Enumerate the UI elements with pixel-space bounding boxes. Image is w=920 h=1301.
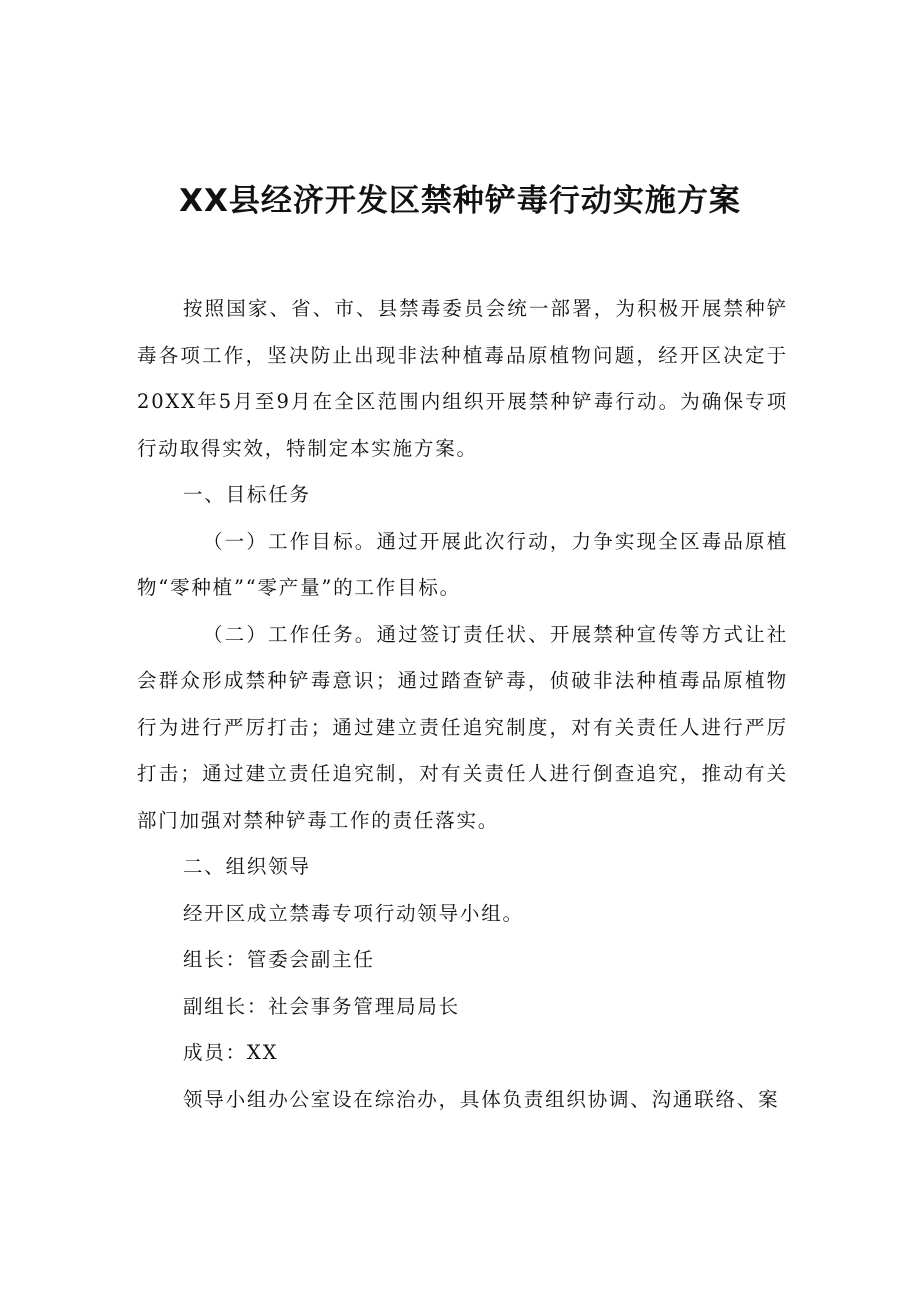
intro-paragraph: 按照国家、省、市、县禁毒委员会统一部署，为积极开展禁种铲毒各项工作，坚决防止出现非法种植毒品原植物问题，经开区决定于20XX年5月至9月在全区范围内组织开展禁种铲毒行动。为确保专项行动取得实效，特制定本实施方案。 <box>137 297 788 460</box>
group-leader-line: 组长：管委会副主任 <box>183 948 375 971</box>
section-heading-leadership: 二、组织领导 <box>183 855 311 878</box>
leadership-group-paragraph: 经开区成立禁毒专项行动领导小组。 <box>183 901 524 925</box>
subsection-work-tasks: （二）工作任务。通过签订责任状、开展禁种宣传等方式让社会群众形成禁种铲毒意识；通过踏查铲毒，侦破非法种植毒品原植物行为进行严厉打击；通过建立责任追究制度，对有关责任人进行严厉打击；通过建立责任追究制，对有关责任人进行倒查追究，推动有关部门加强对禁种铲毒工作的责任落实。 <box>137 622 788 832</box>
subsection-work-goal: （一）工作目标。通过开展此次行动，力争实现全区毒品原植物“零种植”“零产量”的工作目标。 <box>137 529 788 599</box>
deputy-leader-line: 副组长：社会事务管理局局长 <box>183 994 460 1018</box>
section-heading-goals: 一、目标任务 <box>183 483 311 506</box>
members-line: 成员：XX <box>183 1041 279 1064</box>
document-body <box>137 286 788 1123</box>
document-title: XX县经济开发区禁种铲毒行动实施方案 <box>179 183 741 219</box>
office-paragraph: 领导小组办公室设在综治办，具体负责组织协调、沟通联络、案 <box>183 1087 780 1111</box>
